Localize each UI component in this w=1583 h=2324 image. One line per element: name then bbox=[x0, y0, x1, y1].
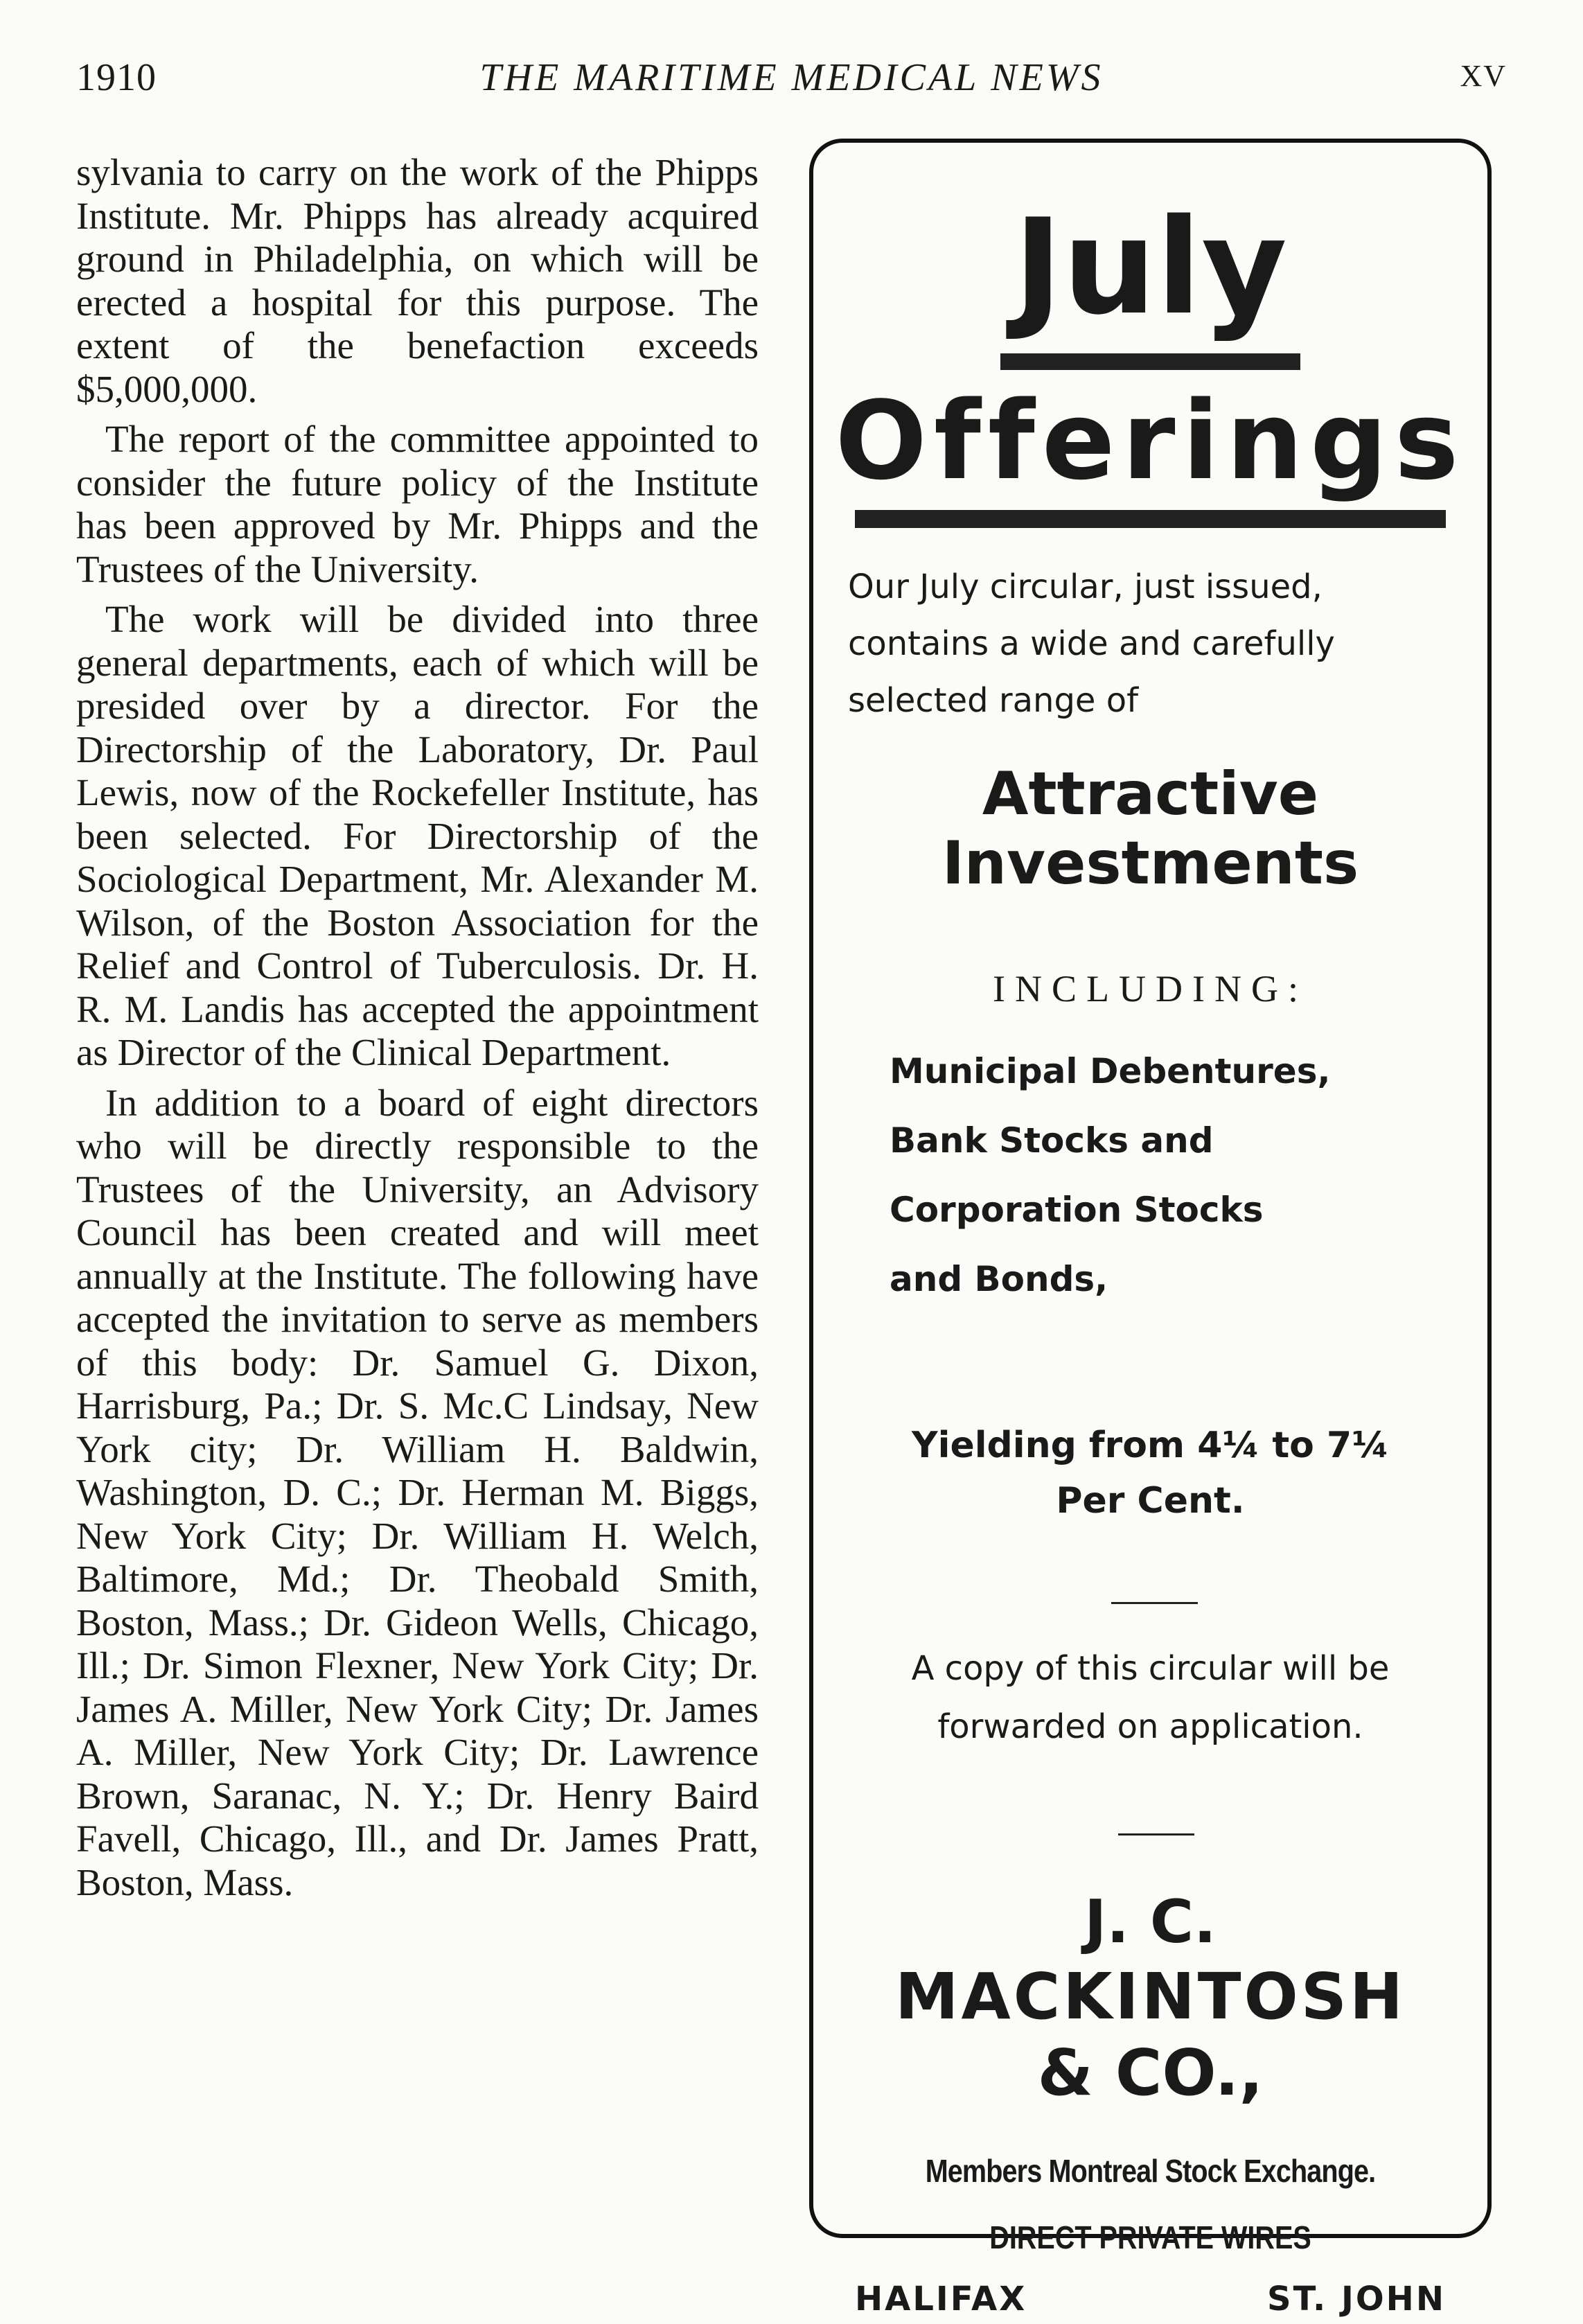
ad-firm-initials: J. C. bbox=[1084, 1887, 1217, 1957]
ad-item: Corporation Stocks bbox=[890, 1190, 1264, 1230]
page-folio: XV bbox=[1460, 59, 1507, 93]
article-paragraph-3: The work will be divided into three general departments, each of which will be presided over by a director. For the Directorship of the Laboratory, Dr. Paul Lewis, now of the Rockefeller Institute, has been selected. For Directorship of the Sociological Department, Mr. Alexander M. Wilson, of the Boston Association for the Relief and Control of Tuberculosis. Dr. H. R. M. Landis has accepted the appointment as Director of the Clinical Department. bbox=[76, 598, 759, 1073]
page-header bbox=[76, 49, 1507, 111]
article-paragraph-2: The report of the committee appointed to consider the future policy of the Institute has been approved by Mr. Phipps and the Trustees of the University. bbox=[76, 418, 759, 590]
ad-rule-top bbox=[1000, 353, 1300, 370]
ad-feature bbox=[813, 759, 1487, 898]
ad-including-label: INCLUDING: bbox=[993, 968, 1308, 1010]
ad-copy-note: A copy of this circular will be forwarded on application. bbox=[911, 1649, 1390, 1746]
ad-intro-text: Our July circular, just issued, contains a wide and carefully selected range of bbox=[848, 567, 1335, 720]
ad-yield bbox=[841, 1418, 1460, 1529]
ad-feature-line-2: Investments bbox=[941, 829, 1359, 898]
ad-yield-line-1: Yielding from 4¼ to 7¼ bbox=[911, 1425, 1390, 1466]
ad-feature-line-1: Attractive bbox=[982, 759, 1319, 829]
ad-divider bbox=[1118, 1833, 1194, 1836]
ad-headline-july: July bbox=[1014, 191, 1287, 344]
ad-items-list bbox=[890, 1037, 1446, 1314]
article-column bbox=[76, 151, 759, 1911]
ad-item: Bank Stocks and bbox=[890, 1120, 1214, 1161]
ad-wires-line: DIRECT PRIVATE WIRES bbox=[989, 2219, 1311, 2255]
ad-city-left: HALIFAX bbox=[855, 2280, 1027, 2318]
ad-item: Municipal Debentures, bbox=[890, 1051, 1331, 1091]
ad-members-line: Members Montreal Stock Exchange. bbox=[925, 2153, 1376, 2189]
ad-cities bbox=[855, 2280, 1446, 2321]
page-year: 1910 bbox=[76, 56, 157, 99]
ad-firm-name: MACKINTOSH bbox=[894, 1960, 1406, 2034]
journal-title: THE MARITIME MEDICAL NEWS bbox=[479, 56, 1104, 99]
ad-item: and Bonds, bbox=[890, 1259, 1108, 1299]
ad-city-right: ST. JOHN bbox=[1267, 2280, 1446, 2318]
article-paragraph-1: sylvania to carry on the work of the Phipps Institute. Mr. Phipps has already acquired ground in Philadelphia, on which will be erected a hospital for this purpose. The extent of the benefaction exceeds $5,000,000. bbox=[76, 151, 759, 410]
ad-divider bbox=[1111, 1602, 1198, 1604]
ad-yield-line-2: Per Cent. bbox=[1056, 1480, 1245, 1522]
ad-rule-bottom bbox=[855, 510, 1446, 528]
article-paragraph-4: In addition to a board of eight directors who will be directly responsible to the Trustees of the University, an Advisory Council has been created and will meet annually at the Institute. The following have accepted the invitation to serve as members of this body: Dr. Samuel G. Dixon, Harrisburg, Pa.; Dr. S. Mc.C Lindsay, New York city; Dr. William H. Baldwin, Washington, D. C.; Dr. Herman M. Biggs, New York City; Dr. William H. Welch, Baltimore, Md.; Dr. Theobald Smith, Boston, Mass.; Dr. Gideon Wells, Chicago, Ill.; Dr. Simon Flexner, New York City; Dr. James A. Miller, New York City; Dr. James A. Miller, New York City; Dr. Lawrence Brown, Saranac, N. Y.; Dr. Henry Baird Favell, Chicago, Ill., and Dr. James Pratt, Boston, Mass. bbox=[76, 1081, 759, 1903]
ad-headline-offerings: Offerings bbox=[835, 378, 1466, 504]
investment-advertisement bbox=[809, 139, 1492, 2318]
ad-firm-suffix: & CO., bbox=[1037, 2036, 1264, 2110]
